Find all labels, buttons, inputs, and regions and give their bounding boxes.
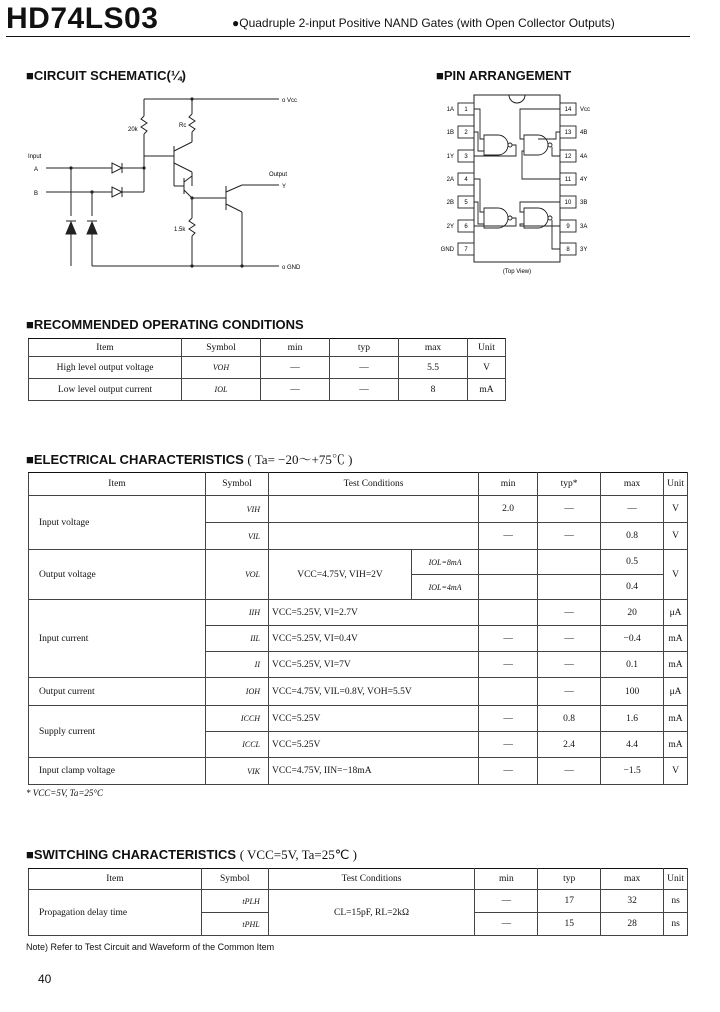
cell-max: −0.4 (601, 626, 664, 652)
cell-symbol: VIK (206, 758, 269, 785)
pin-number: 8 (566, 247, 570, 253)
resistor-20k (141, 116, 147, 134)
pin-number: 12 (564, 154, 572, 160)
cell-typ: 0.8 (538, 706, 601, 732)
nand-gate-1 (484, 135, 508, 155)
cell-unit: mA (664, 652, 688, 678)
elec-conditions: ( Ta= −20～+75℃ ) (247, 452, 353, 467)
cell-cond (269, 523, 479, 550)
table-row (29, 357, 506, 379)
ic-notch (509, 95, 525, 103)
pin-arrangement-title: ■PIN ARRANGEMENT (436, 68, 572, 83)
elec-table (28, 472, 688, 785)
cell-cond: VCC=4.75V, IIN=−18mA (269, 758, 479, 785)
switching-conditions: ( VCC=5V, Ta=25℃ ) (239, 847, 357, 862)
part-number: HD74LS03 (6, 2, 159, 35)
cell-min: — (475, 913, 538, 936)
resistor-rc (189, 114, 195, 132)
cell-typ: — (330, 379, 399, 401)
cell-symbol: VIL (206, 523, 269, 550)
cell-max: 4.4 (601, 732, 664, 758)
cell-symbol: ICCH (206, 706, 269, 732)
cell-typ: — (538, 626, 601, 652)
col-max: max (601, 869, 664, 890)
cell-unit: V (664, 550, 688, 600)
pin-label: 1Y (446, 154, 454, 160)
col-min: min (261, 339, 330, 357)
table-row (29, 550, 688, 575)
cell-cond: VCC=5.25V, VI=7V (269, 652, 479, 678)
cell-min: — (479, 732, 538, 758)
pin-number: 14 (564, 107, 572, 113)
pin-label: 4A (580, 154, 588, 160)
pin-label: 1A (446, 107, 454, 113)
pin-number: 7 (464, 247, 468, 253)
cell-item: Propagation delay time (29, 890, 202, 936)
nand-gate-3 (524, 208, 548, 228)
cell-max: 5.5 (399, 357, 468, 379)
cell-cond: VCC=5.25V, VI=0.4V (269, 626, 479, 652)
cell-min (479, 550, 538, 575)
cell-symbol: VOL (206, 550, 269, 600)
elec-title (26, 449, 352, 468)
cell-cond: VCC=4.75V, VIH=2V (269, 550, 412, 600)
col-unit: Unit (664, 869, 688, 890)
input-label: Input (28, 154, 42, 160)
cell-cond: VCC=5.25V (269, 732, 479, 758)
clamp-diode-a (66, 222, 76, 234)
col-test-conditions: Test Conditions (269, 473, 479, 496)
resistor-1-5k (189, 218, 195, 236)
circuit-schematic (24, 86, 304, 276)
cell-min: — (475, 890, 538, 913)
pin-label: Vcc (580, 107, 591, 113)
nand-gate-2 (484, 208, 508, 228)
cell-max: 28 (601, 913, 664, 936)
r-1-5k-label: 1.5k (174, 227, 186, 233)
cell-cond (269, 496, 479, 523)
cell-max: 0.4 (601, 575, 664, 600)
part-description: ●Quadruple 2-input Positive NAND Gates (with Open Collector Outputs) (232, 16, 615, 30)
col-typ: typ (538, 869, 601, 890)
cell-subcond: IOL=4mA (412, 575, 479, 600)
cell-typ: — (538, 496, 601, 523)
switching-table (28, 868, 688, 936)
table-header-row (29, 869, 688, 890)
cell-item: Input voltage (29, 496, 206, 550)
cell-subcond: IOL=8mA (412, 550, 479, 575)
cell-unit: μA (664, 600, 688, 626)
cell-symbol: IIH (206, 600, 269, 626)
cell-min (479, 678, 538, 706)
cell-symbol: IIL (206, 626, 269, 652)
col-min: min (475, 869, 538, 890)
header-rule (6, 36, 690, 37)
cell-typ: 17 (538, 890, 601, 913)
cell-typ: — (538, 758, 601, 785)
cell-cond: VCC=4.75V, VIL=0.8V, VOH=5.5V (269, 678, 479, 706)
cell-unit: mA (664, 706, 688, 732)
cell-cond: CL=15pF, RL=2kΩ (268, 890, 475, 936)
pin-label: 2B (446, 200, 454, 206)
cell-symbol: IOH (206, 678, 269, 706)
pin-number: 6 (464, 224, 468, 230)
r-20k-label: 20k (128, 127, 138, 133)
cell-unit: V (664, 523, 688, 550)
cell-min: — (479, 523, 538, 550)
cell-symbol: II (206, 652, 269, 678)
cell-symbol: tPLH (201, 890, 268, 913)
cell-unit: μA (664, 678, 688, 706)
cell-item: Output current (29, 678, 206, 706)
pin-label: 1B (446, 130, 454, 136)
cell-min: — (479, 758, 538, 785)
table-row (29, 706, 688, 732)
table-row (29, 758, 688, 785)
pin-label: 3B (580, 200, 588, 206)
ic-package (474, 95, 560, 262)
roc-table (28, 338, 506, 401)
cell-unit: V (664, 496, 688, 523)
cell-max: 8 (399, 379, 468, 401)
col-item: Item (29, 473, 206, 496)
switching-title-text: ■SWITCHING CHARACTERISTICS (26, 847, 237, 862)
roc-title: ■RECOMMENDED OPERATING CONDITIONS (26, 317, 304, 332)
cell-item: Input clamp voltage (29, 758, 206, 785)
pin-label: 3Y (580, 247, 588, 253)
cell-min: 2.0 (479, 496, 538, 523)
cell-unit: ns (664, 890, 688, 913)
cell-unit: mA (664, 732, 688, 758)
cell-min: — (261, 357, 330, 379)
cell-min: — (479, 706, 538, 732)
pin-arrangement-diagram (432, 90, 602, 280)
cell-item: Input current (29, 600, 206, 678)
cell-typ: 2.4 (538, 732, 601, 758)
col-symbol: Symbol (206, 473, 269, 496)
cell-symbol: ICCL (206, 732, 269, 758)
table-row (29, 496, 688, 523)
elec-title-text: ■ELECTRICAL CHARACTERISTICS (26, 452, 244, 467)
cell-unit: V (468, 357, 506, 379)
cell-max: 1.6 (601, 706, 664, 732)
col-symbol: Symbol (201, 869, 268, 890)
cell-max: 0.8 (601, 523, 664, 550)
cell-unit: mA (664, 626, 688, 652)
cell-typ: — (330, 357, 399, 379)
cell-typ: — (538, 652, 601, 678)
cell-max: 100 (601, 678, 664, 706)
col-typ: typ (330, 339, 399, 357)
pin-number: 10 (564, 200, 572, 206)
cell-typ: — (538, 600, 601, 626)
cell-typ (538, 550, 601, 575)
pin-label: 3A (580, 224, 588, 230)
cell-typ: — (538, 678, 601, 706)
cell-item: High level output voltage (29, 357, 182, 379)
cell-symbol: IOL (182, 379, 261, 401)
col-symbol: Symbol (182, 339, 261, 357)
switching-title (26, 847, 357, 863)
col-min: min (479, 473, 538, 496)
cell-symbol: VOH (182, 357, 261, 379)
cell-item: Output voltage (29, 550, 206, 600)
cell-typ: — (538, 523, 601, 550)
pin-number: 9 (566, 224, 570, 230)
cell-min (479, 600, 538, 626)
top-view-label: (Top View) (502, 269, 532, 275)
cell-min: — (479, 626, 538, 652)
cell-max: 0.1 (601, 652, 664, 678)
gnd-label: o GND (282, 265, 301, 271)
cell-unit: mA (468, 379, 506, 401)
pin-number: 4 (464, 177, 468, 183)
cell-unit: ns (664, 913, 688, 936)
elec-footnote: * VCC=5V, Ta=25°C (26, 788, 104, 798)
pin-label: 2A (446, 177, 454, 183)
cell-max: 20 (601, 600, 664, 626)
cell-min (479, 575, 538, 600)
cell-min: — (261, 379, 330, 401)
cell-symbol: tPHL (201, 913, 268, 936)
cell-cond: VCC=5.25V (269, 706, 479, 732)
table-row (29, 890, 688, 913)
rc-label: Rc (179, 123, 187, 129)
clamp-diode-b (87, 222, 97, 234)
output-y-label: Y (282, 184, 287, 190)
col-test-conditions: Test Conditions (268, 869, 475, 890)
pin-label: 2Y (446, 224, 454, 230)
input-diode-a (112, 163, 122, 173)
pin-number: 5 (464, 200, 468, 206)
pin-label: GND (440, 247, 454, 253)
cell-item: Supply current (29, 706, 206, 758)
cell-item: Low level output current (29, 379, 182, 401)
table-row (29, 600, 688, 626)
col-unit: Unit (664, 473, 688, 496)
table-row (29, 379, 506, 401)
table-header-row (29, 473, 688, 496)
pin-number: 11 (564, 177, 572, 183)
input-a-label: A (34, 167, 39, 173)
cell-cond: VCC=5.25V, VI=2.7V (269, 600, 479, 626)
page-number: 40 (38, 972, 52, 986)
col-max: max (601, 473, 664, 496)
pin-label: 4B (580, 130, 588, 136)
col-item: Item (29, 339, 182, 357)
vcc-label: o Vcc (282, 98, 298, 104)
output-label: Output (269, 172, 288, 178)
pin-number: 13 (564, 130, 572, 136)
cell-max: −1.5 (601, 758, 664, 785)
col-max: max (399, 339, 468, 357)
cell-max: — (601, 496, 664, 523)
col-typ: typ* (538, 473, 601, 496)
schematic-title: ■CIRCUIT SCHEMATIC(¼) (26, 68, 186, 83)
cell-max: 32 (601, 890, 664, 913)
nand-gate-4 (524, 135, 548, 155)
col-unit: Unit (468, 339, 506, 357)
pin-label: 4Y (580, 177, 588, 183)
col-item: Item (29, 869, 202, 890)
cell-unit: V (664, 758, 688, 785)
cell-typ: 15 (538, 913, 601, 936)
cell-typ (538, 575, 601, 600)
input-b-label: B (34, 191, 39, 197)
input-diode-b (112, 187, 122, 197)
table-row (29, 678, 688, 706)
cell-min: — (479, 652, 538, 678)
table-header-row (29, 339, 506, 357)
cell-symbol: VIH (206, 496, 269, 523)
cell-max: 0.5 (601, 550, 664, 575)
common-item-note: Note) Refer to Test Circuit and Waveform of the Common Item (26, 942, 275, 952)
pin-number: 3 (464, 154, 468, 160)
pin-number: 2 (464, 130, 468, 136)
pin-number: 1 (464, 107, 468, 113)
